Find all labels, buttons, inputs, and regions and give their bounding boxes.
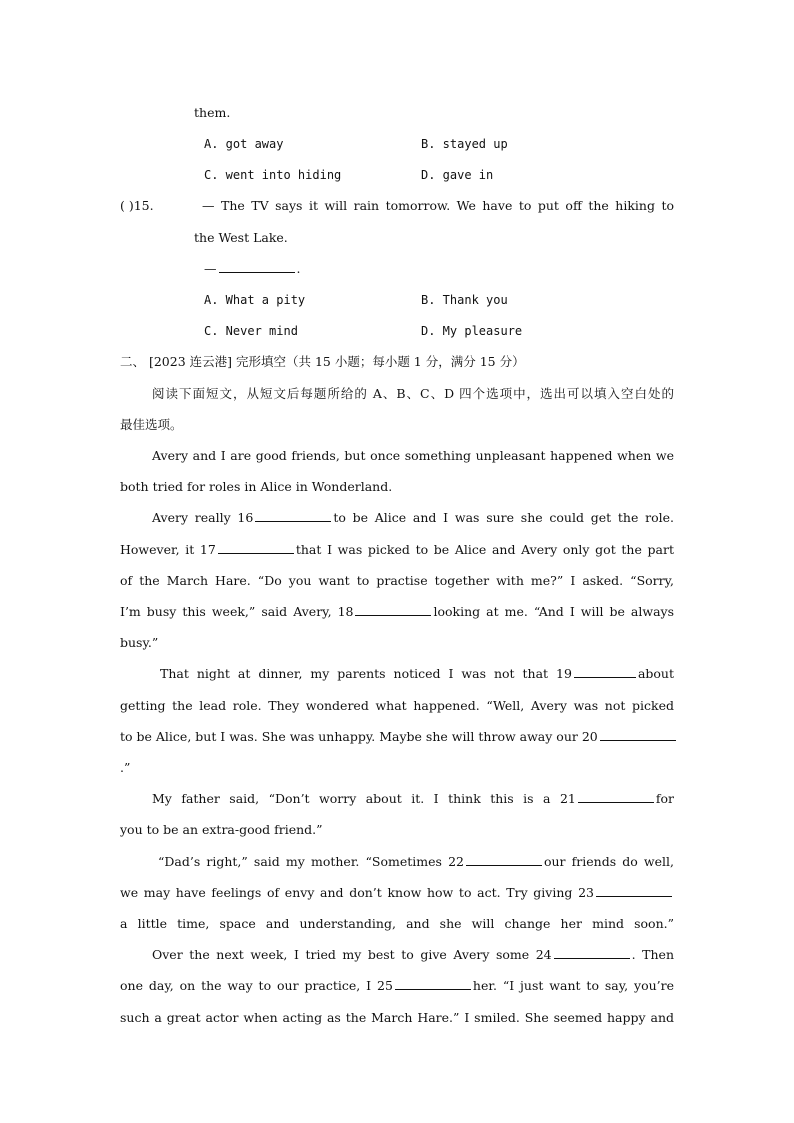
q15-reply-end: . (296, 261, 301, 276)
q14-option-b: B. stayed up (421, 137, 508, 151)
passage-line-blank-16 (152, 509, 674, 527)
passage-text: Over the next week, I tried my best to give Avery some 24 (152, 947, 552, 962)
instruction-line-2: 最佳选项。 (120, 417, 183, 432)
passage-line: .” (120, 760, 131, 775)
q15-stem-line-2: the West Lake. (194, 230, 288, 245)
passage-line: of the March Hare. “Do you want to practise together with me?” I asked. “Sorry, (120, 573, 674, 588)
passage-text: . Then (631, 947, 674, 962)
blank-16 (255, 509, 331, 522)
passage-line-blank-17 (120, 541, 674, 559)
passage-line-blank-20 (120, 728, 674, 746)
passage-text: to be Alice, but I was. She was unhappy. Maybe she will throw away our 20 (120, 729, 598, 744)
passage-line-blank-18 (120, 603, 674, 621)
q14-option-c: C. went into hiding (204, 168, 342, 182)
passage-line-blank-25 (120, 977, 674, 995)
passage-text: one day, on the way to our practice, I 25 (120, 978, 393, 993)
passage-text: “Dad’s right,” said my mother. “Sometimes 22 (158, 854, 464, 869)
passage-line-blank-19 (160, 665, 674, 683)
passage-text: My father said, “Don’t worry about it. I think this is a 21 (152, 791, 576, 806)
instruction-line-1: 阅读下面短文，从短文后每题所给的 A、B、C、D 四个选项中，选出可以填入空白处的 (152, 386, 674, 401)
q14-tail: them. (194, 105, 231, 120)
passage-text: for (655, 791, 674, 806)
passage-text: looking at me. “And I will be always (433, 604, 675, 619)
passage-line: getting the lead role. They wondered what happened. “Well, Avery was not picked (120, 698, 674, 713)
passage-line: busy.” (120, 635, 159, 650)
passage-text: about (637, 666, 674, 681)
blank-20 (600, 728, 676, 741)
passage-text: That night at dinner, my parents noticed I was not that 19 (160, 666, 572, 681)
passage-line-blank-22 (158, 853, 674, 871)
passage-line: both tried for roles in Alice in Wonderland. (120, 479, 393, 494)
q15-number: ( )15. (120, 198, 154, 213)
passage-line-blank-23 (120, 884, 674, 902)
passage-text: her. “I just want to say, you’re (472, 978, 675, 993)
q15-option-d: D. My pleasure (421, 324, 523, 338)
q15-option-c: C. Never mind (204, 324, 298, 338)
passage-text: However, it 17 (120, 542, 216, 557)
q14-option-a: A. got away (204, 137, 284, 151)
q15-stem-line-1: — The TV says it will rain tomorrow. We have to put off the hiking to (202, 198, 674, 213)
passage-line-blank-21 (152, 790, 674, 808)
q15-reply (204, 260, 758, 278)
blank-18 (355, 603, 431, 616)
passage-line: you to be an extra-good friend.” (120, 822, 323, 837)
q15-option-b: B. Thank you (421, 293, 508, 307)
blank-21 (578, 790, 654, 803)
blank-24 (554, 946, 630, 959)
q14-option-d: D. gave in (421, 168, 494, 182)
passage-text: to be Alice and I was sure she could get the role. (333, 510, 674, 525)
q15-reply-dash: — (204, 261, 217, 276)
passage-text: our friends do well, (543, 854, 674, 869)
blank-17 (218, 541, 294, 554)
passage-line: a little time, space and understanding, and she will change her mind soon.” (120, 916, 674, 931)
passage-text: that I was picked to be Alice and Avery only got the part (295, 542, 674, 557)
passage-text: we may have feelings of envy and don’t know how to act. Try giving 23 (120, 885, 594, 900)
blank-23 (596, 884, 672, 897)
section-heading: 二、 [2023 连云港] 完形填空（共 15 小题；每小题 1 分，满分 15 分） (120, 354, 525, 369)
passage-text: I’m busy this week,” said Avery, 18 (120, 604, 354, 619)
q15-option-a: A. What a pity (204, 293, 306, 307)
q15-answer-blank (219, 260, 295, 273)
passage-line: such a great actor when acting as the March Hare.” I smiled. She seemed happy and (120, 1010, 674, 1025)
passage-line: Avery and I are good friends, but once something unpleasant happened when we (152, 448, 674, 463)
passage-text: Avery really 16 (152, 510, 254, 525)
blank-22 (466, 853, 542, 866)
passage-line-blank-24 (152, 946, 674, 964)
blank-19 (574, 665, 636, 678)
blank-25 (395, 977, 471, 990)
